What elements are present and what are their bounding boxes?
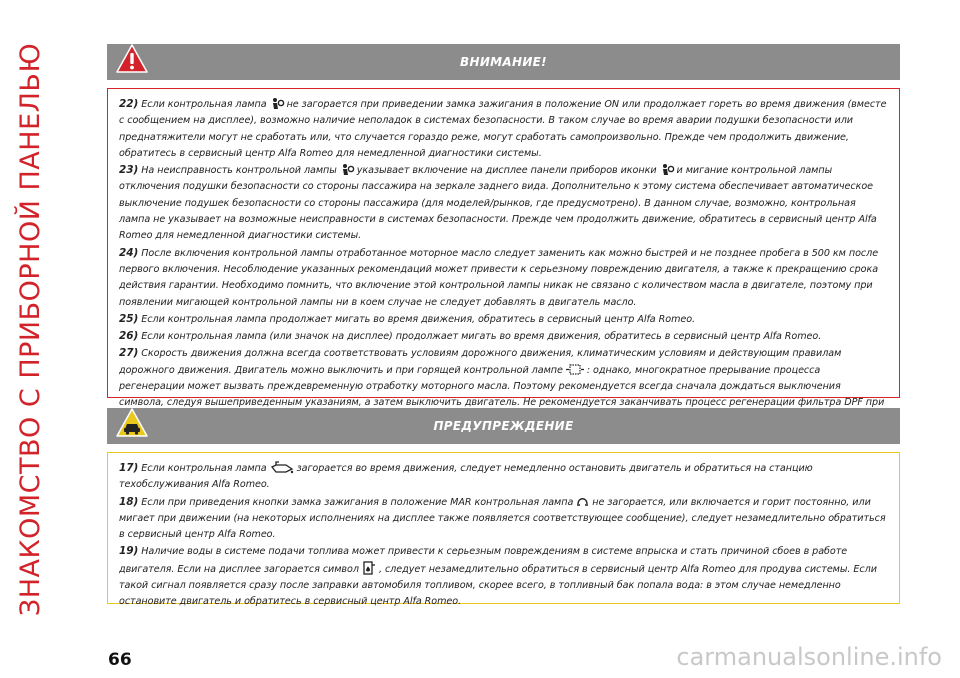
caution-item-18: 18) Если при приведения кнопки замка зажигания в положение MAR контрольная лампа не загорается, или включается и горит постоянно, или мигает при движении (на некоторых исполнениях на дисплее также появляется соответствующее сообщение), следует незамедлительно обратиться в сервисный центр Alfa Romeo. bbox=[119, 495, 886, 541]
warning-item-27: 27) Скорость движения должна всегда соответствовать условиям дорожного движения, климатическим условиям и действующим правилам дорожного движения. Двигатель можно выключить и при горящей контрольной лампе : однако, многократное прерывание процесса регенерации может вызвать преждевременную отработку моторного масла. Поэтому рекомендуется всегда сначала дождаться выключения символа, следуя вышеприведенным указаниям, а затем выключить двигатель. Не рекомендуется заканчивать процесс регенерации фильтра DPF при bbox=[119, 347, 885, 409]
section-title: ЗНАКОМСТВО С ПРИБОРНОЙ ПАНЕЛЬЮ bbox=[15, 42, 47, 616]
warning-box bbox=[107, 88, 900, 409]
warning-item-26: 26) Если контрольная лампа (или значок на дисплее) продолжает мигать во время движения, обратитесь в сервисный центр Alfa Romeo. bbox=[119, 330, 822, 343]
water-in-fuel-icon bbox=[362, 561, 376, 575]
warning-item-23: 23) На неисправность контрольной лампы указывает включение на дисплее панели приборов иконки и мигание контрольной лампы отключения подушки безопасности со стороны пассажира на зеркале заднего вида. Дополнительно к этому система обеспечивает автоматическое выключение подушек безопасности со стороны пассажира (для моделей/рынков, где предусмотрено). В данном случае, возможно, контрольная лампа не указывает на возможные неисправности в системах безопасности. Прежде чем продолжить движение, обратитесь в сервисный центр Alfa Romeo для немедленной диагностики системы. bbox=[119, 164, 877, 242]
page-number: 66 bbox=[108, 650, 132, 670]
section-title-vertical bbox=[8, 24, 54, 634]
caution-header bbox=[107, 408, 900, 444]
caution-item-17: 17) Если контрольная лампа загорается во время движения, следует немедленно остановить двигатель и обратиться на станцию техобслуживания Alfa Romeo. bbox=[119, 462, 813, 491]
caution-item-19: 19) Наличие воды в системе подачи топлива может привести к серьезным повреждениям в системе впрыска и стать причиной сбоев в работе двигателя. Если на дисплее загорается символ , следует незамедлительно обратиться в сервисный центр Alfa Romeo для продува системы. Если такой сигнал появляется сразу после заправки автомобиля топливом, скорее всего, в топливный бак попала вода: в этом случае немедленно остановите двигатель и обратитесь в сервисный центр Alfa Romeo. bbox=[119, 545, 877, 608]
caution-car-icon bbox=[115, 406, 149, 440]
watermark: carmanualsonline.info bbox=[676, 643, 942, 671]
dpf-filter-icon bbox=[566, 363, 584, 376]
caution-title: ПРЕДУПРЕЖДЕНИЕ bbox=[433, 419, 574, 433]
warning-item-25: 25) Если контрольная лампа продолжает мигать во время движения, обратитесь в сервисный центр Alfa Romeo. bbox=[119, 312, 696, 325]
warning-title: ВНИМАНИЕ! bbox=[460, 55, 547, 69]
warning-item-24: 24) После включения контрольной лампы отработанное моторное масло следует заменить как можно быстрей и не позднее пробега в 500 км после первого включения. Несоблюдение указанных рекомендаций может привести к серьезному повреждению двигателя, а также к прекращению срока действия гарантии. Необходимо помнить, что включение этой контрольной лампы никак не связано с количеством масла в двигателе, поэтому при появлении мигающей контрольной лампы ни в коем случае не следует добавлять в двигатель масло. bbox=[119, 246, 879, 308]
airbag-fault-icon bbox=[660, 163, 674, 176]
airbag-warning-icon bbox=[340, 163, 354, 176]
glow-plug-icon bbox=[576, 495, 589, 508]
warning-triangle-icon bbox=[115, 42, 149, 76]
airbag-warning-icon bbox=[270, 97, 284, 110]
warning-item-22: 22) Если контрольная лампа не загорается при приведении замка зажигания в положение ON или продолжает гореть во время движения (вместе с сообщением на дисплее), возможно наличие неполадок в системах безопасности. В таком случае во время аварии подушки безопасности или преднатяжители могут не сработать или, что случается гораздо реже, могут сработать самопроизвольно. Прежде чем продолжить движение, обратитесь в сервисный центр Alfa Romeo для немедленной диагностики системы. bbox=[119, 98, 887, 159]
oil-pressure-icon bbox=[270, 461, 294, 474]
warning-header bbox=[107, 44, 900, 80]
caution-box bbox=[107, 452, 900, 608]
